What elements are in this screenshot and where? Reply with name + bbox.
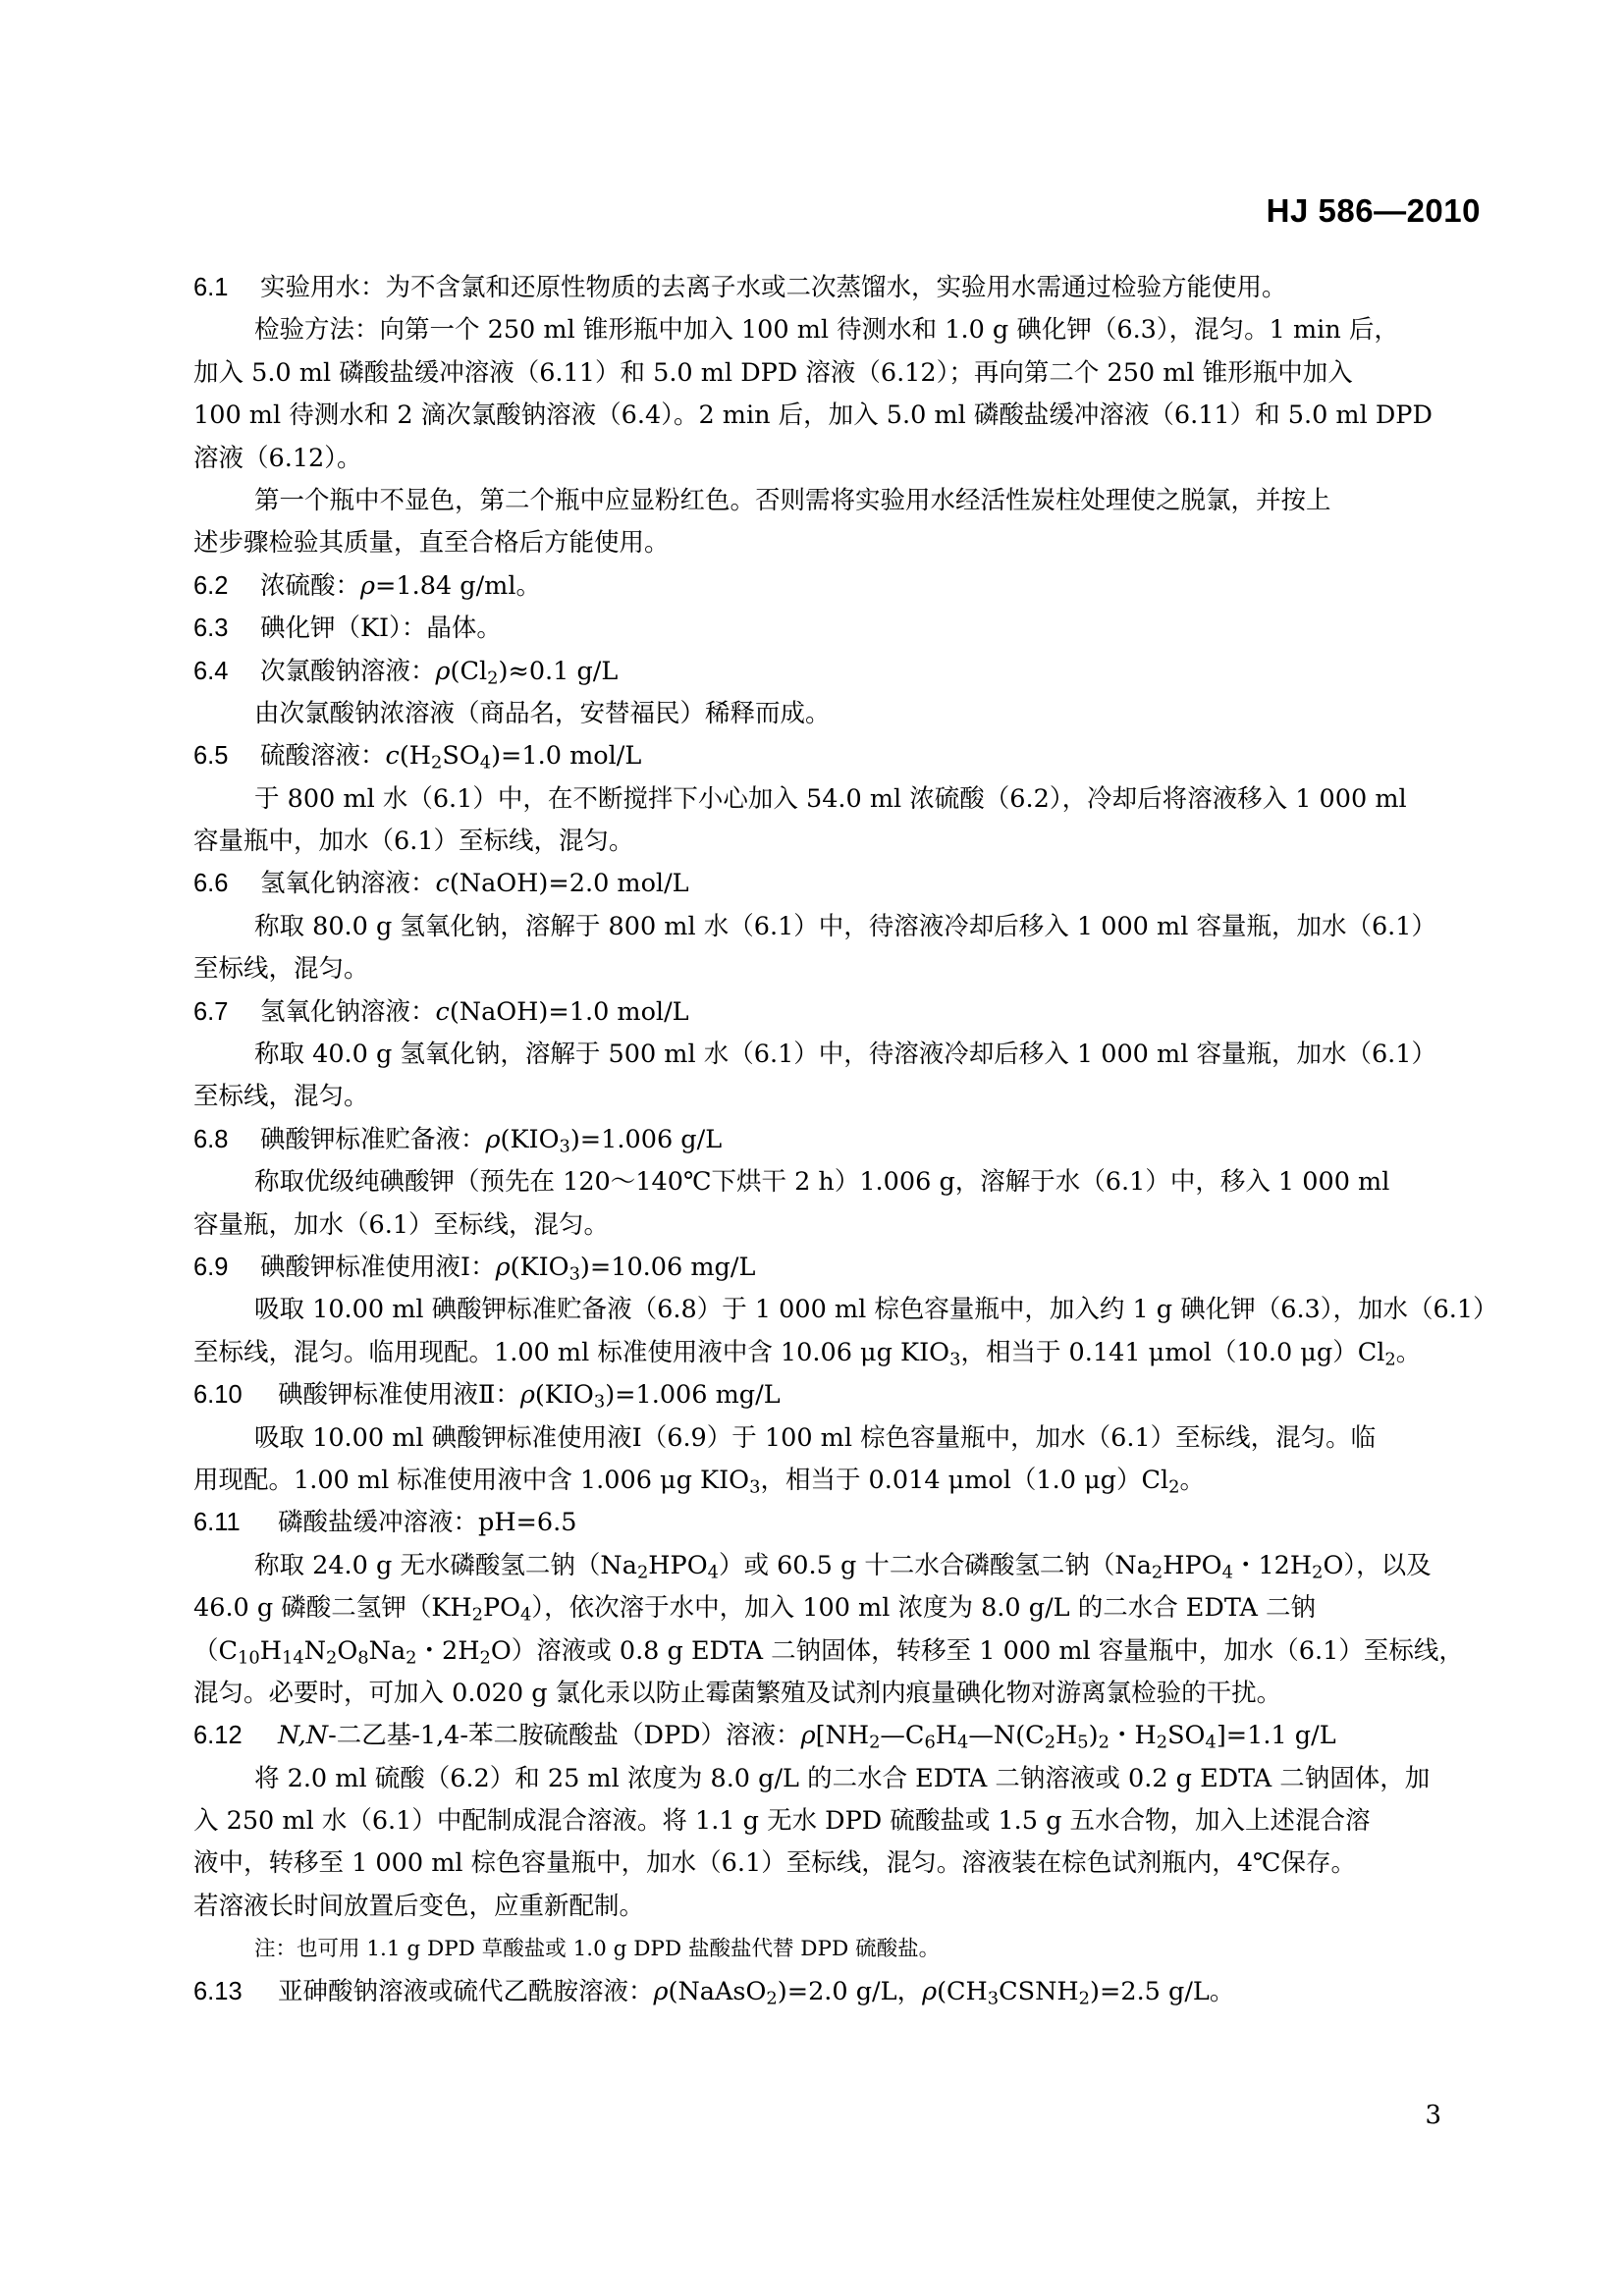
subscript: 4 [957,1732,969,1753]
item-6-8 [193,1119,1470,1161]
item-text: —C [880,1721,925,1751]
line-text: 46.0 g 磷酸二氢钾（KH [193,1593,472,1624]
item-text: (KIO [534,1380,594,1411]
line-text: ・12H [1232,1550,1313,1580]
item-text: (KIO [510,1252,569,1282]
symbol: ρ [485,1124,501,1154]
item-text: 氢氧化钠溶液： [260,869,436,899]
item-text: (H [399,741,431,772]
item-text: H [935,1721,958,1751]
subscript: 2 [1044,1732,1056,1753]
symbol: c [435,869,450,899]
line-text: 第一个瓶中不显色，第二个瓶中应显粉红色。否则需将实验用水经活性炭柱处理使之脱氯，并按上 [254,485,1331,515]
line-text: Na [368,1635,406,1666]
paragraph-line [193,352,1470,395]
subscript: 2 [869,1732,881,1753]
paragraph-line [193,1758,1470,1800]
line-text: 。 [1179,1465,1206,1495]
subscript: 4 [1221,1562,1233,1583]
subscript: 2 [487,667,499,688]
subscript: 5 [1077,1732,1089,1753]
section-number: 6.10 [193,1381,243,1410]
subscript: 3 [749,1476,761,1498]
line-text: 将 2.0 ml 硫酸（6.2）和 25 ml 浓度为 8.0 g/L 的二水合 EDTA 二钠溶液或 0.2 g EDTA 二钠固体，加 [254,1763,1431,1793]
subscript: 10 [238,1646,260,1668]
line-text: 称取优级纯碘酸钾（预先在 120～140℃下烘干 2 h）1.006 g，溶解于水（6.1）中，移入 1 000 ml [254,1167,1390,1198]
item-text: (NaAsO [668,1976,767,2006]
item-text: ) [1088,1721,1099,1751]
item-text: 碘化钾（KI）：晶体。 [260,614,502,644]
paragraph-line [193,1545,1470,1587]
symbol: ρ [922,1976,938,2006]
line-text: 由次氯酸钠浓溶液（商品名，安替福民）稀释而成。 [254,698,831,728]
subscript: 2 [1168,1476,1180,1498]
line-text: 至标线，混匀。临用现配。1.00 ml 标准使用液中含 10.06 μg KIO [193,1337,950,1367]
line-text: 液中，转移至 1 000 ml 棕色容量瓶中，加水（6.1）至标线，混匀。溶液装在棕色试剂瓶内，4℃保存。 [193,1848,1356,1879]
item-text: )=1.006 g/L [569,1124,723,1154]
symbol: ρ [435,656,451,686]
paragraph-line [193,395,1470,437]
line-text: HPO [648,1550,708,1580]
item-text: 次氯酸钠溶液： [260,656,436,686]
item-text: )=1.006 mg/L [605,1380,781,1411]
line-text: H [259,1635,282,1666]
subscript: 2 [471,1604,483,1626]
item-text: (KIO [500,1124,560,1154]
line-text: 溶液（6.12）。 [193,443,362,473]
subscript: 4 [1205,1732,1217,1753]
item-text: (NaOH)=1.0 mol/L [449,996,689,1027]
symbol: N,N [278,1721,329,1751]
paragraph-line [193,1161,1470,1203]
item-text: )=2.5 g/L。 [1090,1976,1235,2006]
subscript: 4 [707,1562,719,1583]
subscript: 4 [479,752,492,774]
paragraph-line [193,1076,1470,1118]
item-text: CSNH [999,1976,1079,2006]
paragraph-line [193,1800,1470,1842]
line-text: HPO [1163,1550,1222,1580]
symbol: ρ [360,570,376,601]
item-text: 碘酸钾标准使用液Ⅱ： [278,1380,520,1411]
item-text: [NH [815,1721,870,1751]
subscript: 2 [1078,1988,1091,2009]
section-number: 6.3 [193,614,229,643]
paragraph-line [193,1034,1470,1076]
line-text: ，相当于 0.014 μmol（1.0 μg）Cl [760,1465,1169,1495]
item-text: SO [442,741,480,772]
line-text: ・2H [416,1635,480,1666]
item-text: (NaOH)=2.0 mol/L [449,869,689,899]
item-text: 碘酸钾标准使用液Ⅰ： [260,1252,496,1282]
note-text: 注：也可用 1.1 g DPD 草酸盐或 1.0 g DPD 盐酸盐代替 DPD 硫酸盐。 [254,1937,941,1962]
item-text: )≈0.1 g/L [498,656,619,686]
subscript: 2 [1312,1562,1324,1583]
section-number: 6.5 [193,742,229,771]
section-number: 6.1 [193,274,229,301]
line-text: 至标线，混匀。 [193,954,369,985]
paragraph-line [193,906,1470,948]
paragraph-line [193,1630,1470,1673]
section-number: 6.11 [193,1509,241,1537]
symbol: ρ [495,1252,511,1282]
paragraph-line [193,1886,1470,1928]
subscript: 3 [987,1988,1000,2009]
paragraph-line [193,438,1470,480]
subscript: 2 [636,1562,649,1583]
line-text: 用现配。1.00 ml 标准使用液中含 1.006 μg KIO [193,1465,750,1495]
symbol: c [435,996,450,1027]
line-text: 检验方法：向第一个 250 ml 锥形瓶中加入 100 ml 待测水和 1.0 g 碘化钾（6.3），混匀。1 min 后， [254,315,1399,346]
line-text: 吸取 10.00 ml 碘酸钾标准贮备液（6.8）于 1 000 ml 棕色容量瓶中，加入约 1 g 碘化钾（6.3），加水（6.1） [254,1295,1498,1325]
item-6-13 [193,1971,1470,2013]
item-6-6 [193,863,1470,905]
subscript: 2 [1098,1732,1109,1753]
subscript: 3 [568,1263,580,1285]
symbol: ρ [653,1976,669,2006]
item-text: =1.84 g/ml。 [375,570,542,601]
line-text: 称取 40.0 g 氢氧化钠，溶解于 500 ml 水（6.1）中，待溶液冷却后移入 1 000 ml 容量瓶，加水（6.1） [254,1040,1437,1070]
line-text: 至标线，混匀。 [193,1082,369,1112]
section-number: 6.9 [193,1253,229,1281]
item-6-12 [193,1715,1470,1757]
item-6-2 [193,565,1470,608]
paragraph-line [193,1842,1470,1885]
section-number: 6.6 [193,870,229,898]
section-number: 6.4 [193,657,229,685]
symbol: ρ [800,1721,816,1751]
line-text: ，相当于 0.141 μmol（10.0 μg）Cl [960,1337,1385,1367]
item-text: ・H [1109,1721,1157,1751]
paragraph-line [193,1289,1498,1331]
paragraph-line [193,821,1470,863]
item-text: 碘酸钾标准贮备液： [260,1124,486,1154]
item-6-4 [193,651,1470,693]
line-text: O），以及 [1323,1550,1432,1580]
line-text: 若溶液长时间放置后变色，应重新配制。 [193,1891,645,1921]
line-text: 容量瓶中，加水（6.1）至标线，混匀。 [193,827,634,857]
paragraph-line [193,1332,1470,1374]
section-number: 6.2 [193,571,229,600]
line-text: 入 250 ml 水（6.1）中配制成混合溶液。将 1.1 g 无水 DPD 硫酸盐或 1.5 g 五水合物，加入上述混合溶 [193,1806,1371,1837]
line-text: 100 ml 待测水和 2 滴次氯酸钠溶液（6.4）。2 min 后，加入 5.0 ml 磷酸盐缓冲溶液（6.11）和 5.0 ml DPD [193,400,1433,431]
subscript: 2 [1151,1562,1163,1583]
item-text: (Cl [450,656,488,686]
subscript: 2 [479,1646,491,1668]
item-text: SO [1167,1721,1206,1751]
item-6-10 [193,1374,1470,1416]
line-text: O）溶液或 0.8 g EDTA 二钠固体，转移至 1 000 ml 容量瓶中，加水（6.1）至标线， [490,1635,1464,1666]
item-text: 硫酸溶液： [260,741,386,772]
item-6-1 [193,267,1470,309]
item-6-3 [193,608,1470,650]
paragraph-line [193,693,1470,735]
item-text: )=10.06 mg/L [579,1252,756,1282]
subscript: 14 [281,1646,304,1668]
subscript: 2 [431,752,443,774]
item-text: 实验用水：为不含氯和还原性物质的去离子水或二次蒸馏水，实验用水需通过检验方能使用。 [260,273,1287,302]
paragraph-line [193,1417,1470,1460]
subscript: 2 [326,1646,338,1668]
paragraph-line [193,948,1470,990]
line-text: 容量瓶，加水（6.1）至标线，混匀。 [193,1209,610,1240]
subscript: 8 [357,1646,369,1668]
paragraph-line [193,1673,1470,1715]
item-text: 磷酸盐缓冲溶液：pH=6.5 [278,1508,577,1538]
item-6-11 [193,1502,1470,1544]
subscript: 6 [924,1732,936,1753]
line-text: N [303,1635,327,1666]
section-number: 6.12 [193,1722,243,1750]
item-6-7 [193,991,1470,1034]
page-number: 3 [1425,2101,1441,2130]
item-text: -二乙基-1,4-苯二胺硫酸盐（DPD）溶液： [328,1721,801,1751]
line-text: 述步骤检验其质量，直至合格后方能使用。 [193,528,670,559]
item-text: 氢氧化钠溶液： [260,996,436,1027]
subscript: 3 [949,1349,961,1370]
item-text: ]=1.1 g/L [1216,1721,1336,1751]
paragraph-line [193,522,1470,564]
item-6-9 [193,1247,1470,1289]
item-6-5 [193,735,1470,777]
paragraph-line [193,309,1470,351]
line-text: O [337,1635,358,1666]
paragraph-line [193,480,1470,522]
line-text: PO [482,1593,521,1624]
subscript: 3 [559,1136,570,1157]
subscript: 2 [1156,1732,1168,1753]
subscript: 3 [593,1391,606,1413]
section-number: 6.13 [193,1977,243,2005]
item-text: )=1.0 mol/L [491,741,642,772]
paragraph-line [193,1460,1470,1502]
subscript: 4 [520,1604,532,1626]
line-text: （C [193,1635,239,1666]
subscript: 2 [1384,1349,1396,1370]
line-text: 加入 5.0 ml 磷酸盐缓冲溶液（6.11）和 5.0 ml DPD 溶液（6.12）；再向第二个 250 ml 锥形瓶中加入 [193,357,1353,388]
paragraph-line [193,1204,1470,1247]
line-text: 称取 24.0 g 无水磷酸氢二钠（Na [254,1550,637,1580]
item-text: (CH [937,1976,988,2006]
subscript: 2 [406,1646,417,1668]
symbol: c [385,741,400,772]
section-number: 6.8 [193,1125,229,1153]
line-text: ），依次溶于水中，加入 100 ml 浓度为 8.0 g/L 的二水合 EDTA 二钠 [531,1593,1317,1624]
item-text: —N(C [968,1721,1045,1751]
line-text: 混匀。必要时，可加入 0.020 g 氯化汞以防止霉菌繁殖及试剂内痕量碘化物对游离氯检验的干扰。 [193,1678,1282,1708]
item-text: 亚砷酸钠溶液或硫代乙酰胺溶液： [278,1976,654,2006]
paragraph-line [193,1587,1470,1629]
standard-code: HJ 586—2010 [1266,192,1481,229]
line-text: 。 [1395,1337,1422,1367]
document-body [193,267,1498,2013]
subscript: 2 [766,1988,778,2009]
line-text: 于 800 ml 水（6.1）中，在不断搅拌下小心加入 54.0 ml 浓硫酸（6.2），冷却后将溶液移入 1 000 ml [254,783,1407,814]
item-text: H [1055,1721,1078,1751]
section-number: 6.7 [193,997,229,1026]
paragraph-line [193,778,1470,821]
line-text: ）或 60.5 g 十二水合磷酸氢二钠（Na [718,1550,1152,1580]
note [193,1928,1470,1970]
line-text: 称取 80.0 g 氢氧化钠，溶解于 800 ml 水（6.1）中，待溶液冷却后移入 1 000 ml 容量瓶，加水（6.1） [254,911,1437,941]
line-text: 吸取 10.00 ml 碘酸钾标准使用液Ⅰ（6.9）于 100 ml 棕色容量瓶中，加水（6.1）至标线，混匀。临 [254,1422,1377,1453]
item-text: 浓硫酸： [260,570,361,601]
symbol: ρ [519,1380,535,1411]
item-text: )=2.0 g/L， [777,1976,923,2006]
